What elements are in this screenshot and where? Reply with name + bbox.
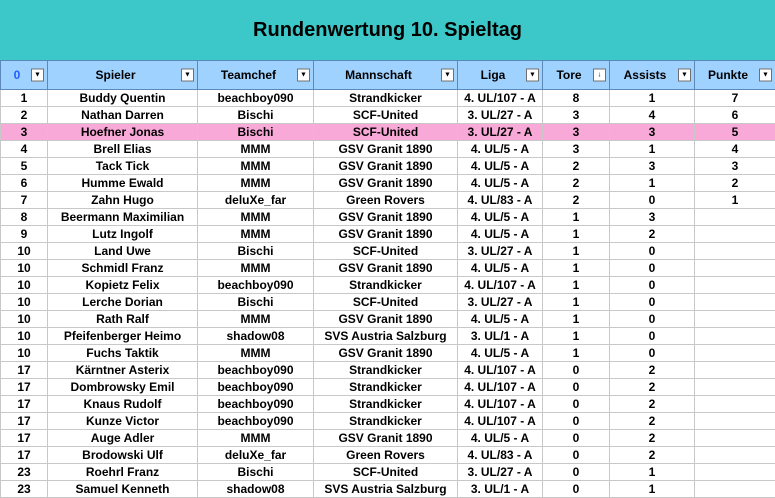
cell-rank: 10: [1, 294, 48, 311]
cell-teamchef: shadow08: [198, 481, 314, 498]
table-row[interactable]: [1, 260, 775, 277]
cell-teamchef: MMM: [198, 209, 314, 226]
cell-player: Lerche Dorian: [48, 294, 198, 311]
cell-points: [695, 413, 775, 430]
cell-teamchef: beachboy090: [198, 396, 314, 413]
cell-goals: 8: [543, 90, 610, 107]
ranking-table: [0, 60, 775, 498]
table-row[interactable]: [1, 362, 775, 379]
column-header-player[interactable]: [48, 61, 198, 90]
cell-rank: 6: [1, 175, 48, 192]
column-header-team[interactable]: [314, 61, 458, 90]
column-header-goals[interactable]: [543, 61, 610, 90]
cell-teamchef: beachboy090: [198, 362, 314, 379]
cell-assists: 0: [610, 192, 695, 209]
cell-assists: 2: [610, 226, 695, 243]
cell-rank: 3: [1, 124, 48, 141]
cell-league: 4. UL/107 - A: [458, 396, 543, 413]
table-row[interactable]: [1, 447, 775, 464]
cell-rank: 17: [1, 413, 48, 430]
cell-goals: 0: [543, 447, 610, 464]
dropdown-arrow-icon[interactable]: ▼: [678, 69, 691, 82]
cell-rank: 17: [1, 362, 48, 379]
cell-goals: 0: [543, 481, 610, 498]
cell-goals: 0: [543, 430, 610, 447]
cell-team: GSV Granit 1890: [314, 345, 458, 362]
cell-points: [695, 481, 775, 498]
cell-team: GSV Granit 1890: [314, 158, 458, 175]
column-header-league[interactable]: [458, 61, 543, 90]
table-row[interactable]: [1, 379, 775, 396]
cell-teamchef: Bischi: [198, 124, 314, 141]
cell-assists: 1: [610, 175, 695, 192]
cell-teamchef: MMM: [198, 260, 314, 277]
cell-team: Green Rovers: [314, 447, 458, 464]
cell-league: 4. UL/5 - A: [458, 141, 543, 158]
cell-team: Strandkicker: [314, 379, 458, 396]
cell-player: Pfeifenberger Heimo: [48, 328, 198, 345]
cell-points: [695, 447, 775, 464]
table-row[interactable]: [1, 277, 775, 294]
cell-team: GSV Granit 1890: [314, 311, 458, 328]
cell-points: 4: [695, 141, 775, 158]
cell-points: 7: [695, 90, 775, 107]
cell-league: 3. UL/27 - A: [458, 124, 543, 141]
cell-assists: 0: [610, 294, 695, 311]
cell-league: 4. UL/5 - A: [458, 311, 543, 328]
cell-player: Fuchs Taktik: [48, 345, 198, 362]
cell-player: Nathan Darren: [48, 107, 198, 124]
cell-league: 4. UL/107 - A: [458, 413, 543, 430]
cell-teamchef: beachboy090: [198, 277, 314, 294]
cell-teamchef: beachboy090: [198, 90, 314, 107]
cell-league: 4. UL/5 - A: [458, 226, 543, 243]
cell-rank: 7: [1, 192, 48, 209]
cell-team: SCF-United: [314, 107, 458, 124]
cell-rank: 23: [1, 481, 48, 498]
cell-assists: 3: [610, 209, 695, 226]
column-header-label: Assists: [623, 68, 667, 82]
column-header-label: Spieler: [95, 68, 136, 82]
cell-assists: 0: [610, 311, 695, 328]
cell-teamchef: MMM: [198, 345, 314, 362]
cell-points: [695, 294, 775, 311]
cell-assists: 3: [610, 124, 695, 141]
column-header-assists[interactable]: [610, 61, 695, 90]
cell-goals: 2: [543, 158, 610, 175]
cell-points: [695, 379, 775, 396]
cell-assists: 0: [610, 345, 695, 362]
cell-player: Brell Elias: [48, 141, 198, 158]
cell-assists: 0: [610, 328, 695, 345]
table-row[interactable]: [1, 192, 775, 209]
table-row[interactable]: [1, 396, 775, 413]
page-title: Rundenwertung 10. Spieltag: [253, 18, 522, 41]
table-body: [1, 90, 775, 498]
cell-team: SCF-United: [314, 464, 458, 481]
table-row[interactable]: [1, 481, 775, 498]
cell-player: Hoefner Jonas: [48, 124, 198, 141]
cell-league: 4. UL/107 - A: [458, 362, 543, 379]
dropdown-arrow-icon[interactable]: ▼: [526, 69, 539, 82]
cell-goals: 0: [543, 413, 610, 430]
cell-team: Strandkicker: [314, 362, 458, 379]
cell-rank: 10: [1, 345, 48, 362]
cell-points: 6: [695, 107, 775, 124]
cell-league: 4. UL/83 - A: [458, 447, 543, 464]
column-header-label: Punkte: [707, 68, 748, 82]
table-row[interactable]: [1, 413, 775, 430]
cell-goals: 1: [543, 260, 610, 277]
cell-team: Strandkicker: [314, 396, 458, 413]
cell-points: [695, 277, 775, 294]
cell-points: [695, 396, 775, 413]
cell-team: GSV Granit 1890: [314, 175, 458, 192]
cell-league: 3. UL/27 - A: [458, 464, 543, 481]
cell-team: GSV Granit 1890: [314, 141, 458, 158]
cell-goals: 3: [543, 124, 610, 141]
cell-goals: 1: [543, 294, 610, 311]
cell-assists: 0: [610, 277, 695, 294]
cell-league: 4. UL/5 - A: [458, 175, 543, 192]
cell-assists: 0: [610, 243, 695, 260]
column-header-teamchef[interactable]: [198, 61, 314, 90]
cell-points: [695, 311, 775, 328]
cell-points: [695, 226, 775, 243]
cell-points: [695, 209, 775, 226]
cell-team: GSV Granit 1890: [314, 430, 458, 447]
cell-teamchef: MMM: [198, 175, 314, 192]
cell-team: Strandkicker: [314, 277, 458, 294]
cell-assists: 2: [610, 379, 695, 396]
cell-player: Kärntner Asterix: [48, 362, 198, 379]
cell-rank: 4: [1, 141, 48, 158]
cell-goals: 1: [543, 243, 610, 260]
cell-team: GSV Granit 1890: [314, 209, 458, 226]
cell-rank: 17: [1, 430, 48, 447]
cell-rank: 10: [1, 243, 48, 260]
cell-goals: 1: [543, 277, 610, 294]
cell-player: Roehrl Franz: [48, 464, 198, 481]
cell-assists: 1: [610, 464, 695, 481]
cell-rank: 1: [1, 90, 48, 107]
cell-league: 3. UL/27 - A: [458, 294, 543, 311]
cell-league: 4. UL/5 - A: [458, 209, 543, 226]
cell-team: SCF-United: [314, 243, 458, 260]
cell-assists: 2: [610, 362, 695, 379]
cell-points: 2: [695, 175, 775, 192]
cell-points: [695, 260, 775, 277]
cell-goals: 2: [543, 175, 610, 192]
cell-player: Samuel Kenneth: [48, 481, 198, 498]
cell-goals: 3: [543, 141, 610, 158]
cell-points: [695, 362, 775, 379]
cell-rank: 8: [1, 209, 48, 226]
table-row[interactable]: [1, 311, 775, 328]
cell-league: 3. UL/27 - A: [458, 243, 543, 260]
cell-assists: 1: [610, 90, 695, 107]
cell-teamchef: Bischi: [198, 294, 314, 311]
dropdown-arrow-icon[interactable]: ▼: [441, 69, 454, 82]
cell-league: 3. UL/1 - A: [458, 328, 543, 345]
cell-rank: 10: [1, 277, 48, 294]
cell-player: Humme Ewald: [48, 175, 198, 192]
cell-goals: 0: [543, 464, 610, 481]
cell-goals: 0: [543, 362, 610, 379]
cell-player: Kopietz Felix: [48, 277, 198, 294]
cell-teamchef: deluXe_far: [198, 192, 314, 209]
cell-team: SVS Austria Salzburg: [314, 481, 458, 498]
table-row[interactable]: [1, 124, 775, 141]
cell-player: Knaus Rudolf: [48, 396, 198, 413]
cell-assists: 0: [610, 260, 695, 277]
cell-assists: 2: [610, 413, 695, 430]
table-row[interactable]: [1, 464, 775, 481]
cell-league: 4. UL/83 - A: [458, 192, 543, 209]
cell-player: Lutz Ingolf: [48, 226, 198, 243]
cell-teamchef: MMM: [198, 158, 314, 175]
cell-league: 4. UL/107 - A: [458, 90, 543, 107]
cell-teamchef: MMM: [198, 141, 314, 158]
cell-player: Brodowski Ulf: [48, 447, 198, 464]
cell-goals: 0: [543, 396, 610, 413]
cell-rank: 10: [1, 328, 48, 345]
dropdown-arrow-icon[interactable]: ▼: [31, 69, 44, 82]
title-bar: [0, 0, 775, 60]
cell-assists: 1: [610, 141, 695, 158]
cell-points: 3: [695, 158, 775, 175]
cell-goals: 1: [543, 311, 610, 328]
table-row[interactable]: [1, 345, 775, 362]
cell-player: Buddy Quentin: [48, 90, 198, 107]
cell-player: Auge Adler: [48, 430, 198, 447]
column-header-label: Teamchef: [220, 68, 277, 82]
cell-league: 3. UL/27 - A: [458, 107, 543, 124]
cell-teamchef: deluXe_far: [198, 447, 314, 464]
cell-team: SCF-United: [314, 124, 458, 141]
cell-player: Beermann Maximilian: [48, 209, 198, 226]
column-header-label: Mannschaft: [345, 68, 412, 82]
cell-goals: 2: [543, 192, 610, 209]
cell-assists: 3: [610, 158, 695, 175]
cell-rank: 9: [1, 226, 48, 243]
table-row[interactable]: [1, 430, 775, 447]
cell-goals: 3: [543, 107, 610, 124]
cell-team: GSV Granit 1890: [314, 260, 458, 277]
cell-teamchef: beachboy090: [198, 379, 314, 396]
cell-teamchef: Bischi: [198, 464, 314, 481]
column-header-label: Liga: [480, 68, 506, 82]
table-row[interactable]: [1, 107, 775, 124]
cell-teamchef: Bischi: [198, 107, 314, 124]
table-row[interactable]: [1, 141, 775, 158]
column-header-label: Tore: [556, 68, 582, 82]
table-row[interactable]: [1, 226, 775, 243]
cell-player: Dombrowsky Emil: [48, 379, 198, 396]
cell-assists: 2: [610, 396, 695, 413]
cell-teamchef: MMM: [198, 311, 314, 328]
cell-league: 4. UL/107 - A: [458, 277, 543, 294]
cell-player: Schmidl Franz: [48, 260, 198, 277]
table-row[interactable]: [1, 243, 775, 260]
cell-teamchef: Bischi: [198, 243, 314, 260]
cell-points: 1: [695, 192, 775, 209]
cell-assists: 4: [610, 107, 695, 124]
table-row[interactable]: [1, 90, 775, 107]
dropdown-arrow-icon[interactable]: ▼: [759, 69, 772, 82]
cell-goals: 1: [543, 209, 610, 226]
dropdown-arrow-icon[interactable]: ▼: [297, 69, 310, 82]
cell-team: SCF-United: [314, 294, 458, 311]
cell-goals: 1: [543, 345, 610, 362]
cell-rank: 5: [1, 158, 48, 175]
cell-team: Green Rovers: [314, 192, 458, 209]
table-row[interactable]: [1, 158, 775, 175]
cell-player: Tack Tick: [48, 158, 198, 175]
cell-league: 3. UL/1 - A: [458, 481, 543, 498]
cell-player: Kunze Victor: [48, 413, 198, 430]
cell-team: SVS Austria Salzburg: [314, 328, 458, 345]
cell-team: Strandkicker: [314, 90, 458, 107]
table-row[interactable]: [1, 294, 775, 311]
cell-goals: 1: [543, 226, 610, 243]
column-header-points[interactable]: [695, 61, 775, 90]
cell-rank: 17: [1, 396, 48, 413]
cell-points: [695, 243, 775, 260]
cell-teamchef: shadow08: [198, 328, 314, 345]
cell-team: GSV Granit 1890: [314, 226, 458, 243]
cell-goals: 0: [543, 379, 610, 396]
column-header-label: 0: [13, 68, 21, 82]
dropdown-arrow-icon[interactable]: ▼: [181, 69, 194, 82]
table-row[interactable]: [1, 209, 775, 226]
cell-assists: 2: [610, 447, 695, 464]
cell-goals: 1: [543, 328, 610, 345]
cell-league: 4. UL/107 - A: [458, 379, 543, 396]
cell-player: Rath Ralf: [48, 311, 198, 328]
cell-rank: 10: [1, 260, 48, 277]
cell-assists: 2: [610, 430, 695, 447]
cell-player: Zahn Hugo: [48, 192, 198, 209]
cell-player: Land Uwe: [48, 243, 198, 260]
table-row[interactable]: [1, 328, 775, 345]
cell-rank: 17: [1, 447, 48, 464]
cell-points: [695, 345, 775, 362]
cell-rank: 10: [1, 311, 48, 328]
table-row[interactable]: [1, 175, 775, 192]
cell-points: 5: [695, 124, 775, 141]
cell-league: 4. UL/5 - A: [458, 260, 543, 277]
cell-rank: 17: [1, 379, 48, 396]
cell-points: [695, 328, 775, 345]
cell-assists: 1: [610, 481, 695, 498]
cell-teamchef: MMM: [198, 430, 314, 447]
cell-points: [695, 430, 775, 447]
cell-teamchef: beachboy090: [198, 413, 314, 430]
sort-descending-icon[interactable]: ↓: [593, 69, 606, 82]
cell-teamchef: MMM: [198, 226, 314, 243]
column-header-rank[interactable]: [1, 61, 48, 90]
cell-points: [695, 464, 775, 481]
cell-league: 4. UL/5 - A: [458, 345, 543, 362]
cell-team: Strandkicker: [314, 413, 458, 430]
cell-rank: 2: [1, 107, 48, 124]
cell-league: 4. UL/5 - A: [458, 158, 543, 175]
cell-rank: 23: [1, 464, 48, 481]
cell-league: 4. UL/5 - A: [458, 430, 543, 447]
header-row: [1, 61, 775, 90]
